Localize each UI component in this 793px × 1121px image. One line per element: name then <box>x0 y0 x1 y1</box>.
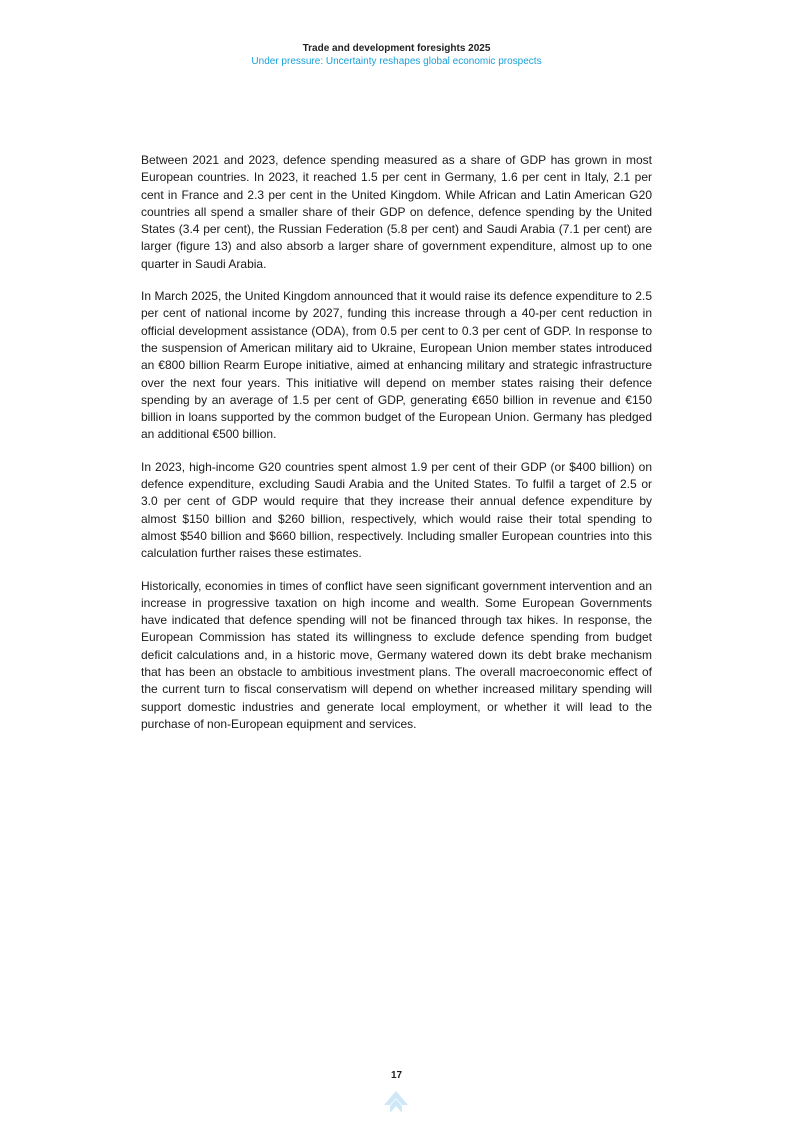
paragraph-4: Historically, economies in times of conflict have seen significant government intervention and an increase in progressive taxation on high income and wealth. Some European Governments have indicated that defence spending will not be financed through tax hikes. In response, the European Commission has stated its willingness to exclude defence spending from budget deficit calculations and, in a historic move, Germany watered down its debt brake mechanism that has been an obstacle to ambitious investment plans. The overall macroeconomic effect of the current turn to fiscal conservatism will depend on whether increased military spending will support domestic industries and generate local employment, or whether it will lead to the purchase of non-European equipment and services. <box>141 578 652 731</box>
body-text <box>141 152 652 748</box>
page-header <box>0 42 793 68</box>
document-title: Trade and development foresights 2025 <box>302 43 491 54</box>
paragraph-1: Between 2021 and 2023, defence spending measured as a share of GDP has grown in most European countries. In 2023, it reached 1.5 per cent in Germany, 1.6 per cent in Italy, 2.1 per cent in France and 2.3 per cent in the United Kingdom. While African and Latin American G20 countries all spend a smaller share of their GDP on defence, defence spending by the United States (3.4 per cent), the Russian Federation (5.8 per cent) and Saudi Arabia (7.1 per cent) are larger (figure 13) and also absorb a larger share of government expenditure, almost up to one quarter in Saudi Arabia. <box>141 153 652 271</box>
document-subtitle: Under pressure: Uncertainty reshapes global economic prospects <box>251 56 542 67</box>
page-number: 17 <box>390 1070 403 1081</box>
paragraph-3: In 2023, high-income G20 countries spent almost 1.9 per cent of their GDP (or $400 billion) on defence expenditure, excluding Saudi Arabia and the United States. To fulfil a target of 2.5 or 3.0 per cent of GDP would require that they increase their annual defence expenditure by almost $150 billion and $260 billion, respectively, which would raise their total spending to almost $540 billion and $660 billion, respectively. Including smaller European countries into this calculation further raises these estimates. <box>141 459 652 561</box>
up-arrow-icon[interactable] <box>383 1090 409 1114</box>
paragraph-2: In March 2025, the United Kingdom announced that it would raise its defence expenditure to 2.5 per cent of national income by 2027, funding this increase through a 40-per cent reduction in official development assistance (ODA), from 0.5 per cent to 0.3 per cent of GDP. In response to the suspension of American military aid to Ukraine, European Union member states introduced an €800 billion Rearm Europe initiative, aimed at enhancing military and strategic infrastructure over the next four years. This initiative will depend on member states raising their defence spending by an average of 1.5 per cent of GDP, generating €650 billion in revenue and €150 billion in loans supported by the common budget of the European Union. Germany has pledged an additional €500 billion. <box>141 289 652 442</box>
